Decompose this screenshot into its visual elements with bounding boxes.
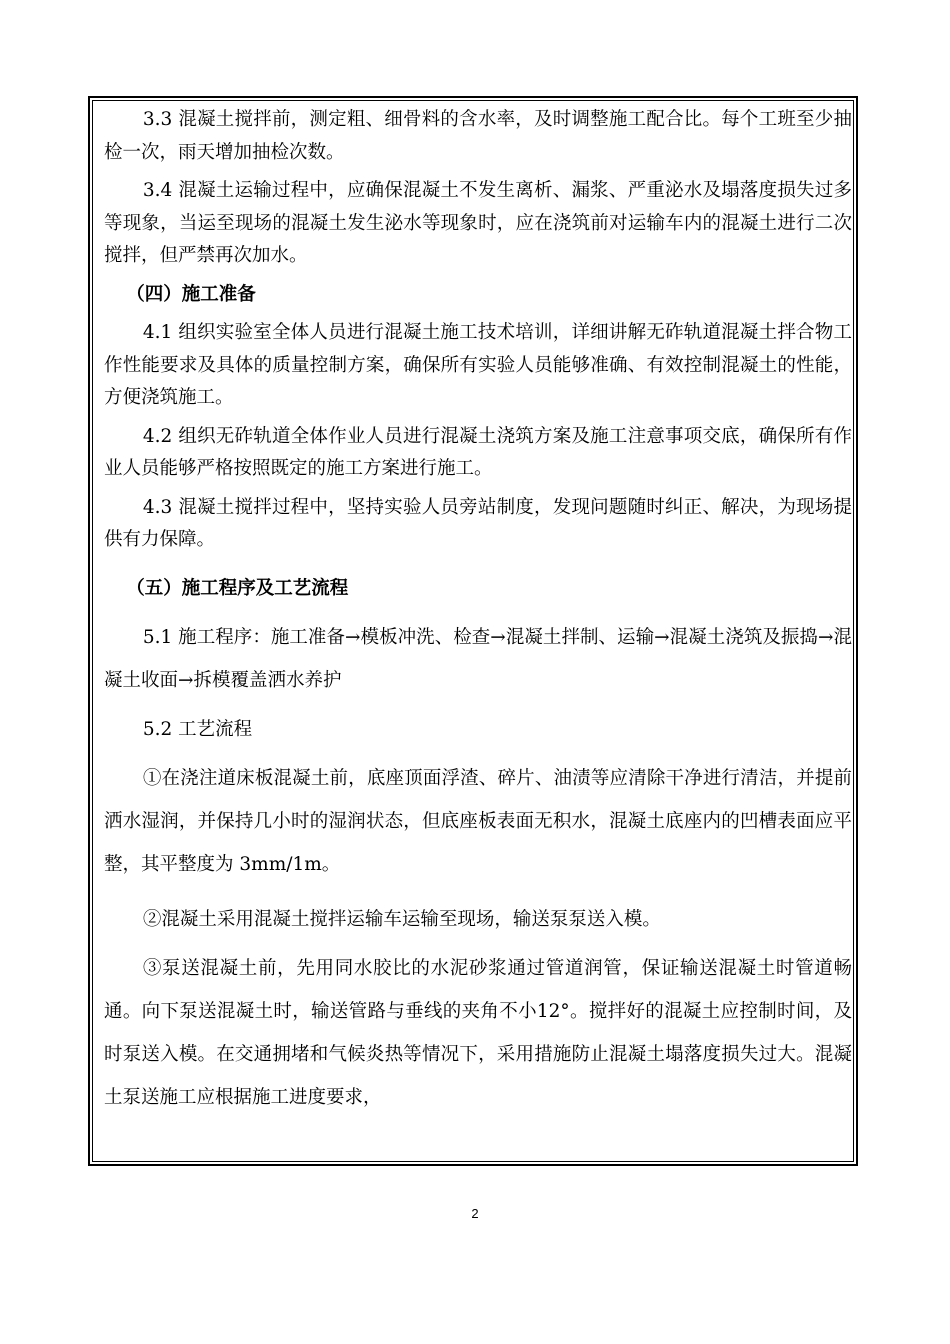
process-step-2: ②混凝土采用混凝土搅拌运输车运输至现场，输送泵泵送入模。 — [142, 908, 661, 930]
paragraph-5-2: 5.2 工艺流程 — [142, 718, 253, 740]
page-number: 2 — [471, 1206, 479, 1221]
paragraph-5-1: 5.1 施工程序：施工准备→模板冲洗、检查→混凝土拌制、运输→混凝土浇筑及振捣→混凝土收面→拆模覆盖洒水养护 — [104, 626, 852, 691]
paragraph-4-1: 4.1 组织实验室全体人员进行混凝土施工技术培训，详细讲解无砟轨道混凝土拌合物工作性能要求及具体的质量控制方案，确保所有实验人员能够准确、有效控制混凝土的性能，方便浇筑施工。 — [104, 322, 852, 408]
paragraph-3-3: 3.3 混凝土搅拌前，测定粗、细骨料的含水率，及时调整施工配合比。每个工班至少抽检一次，雨天增加抽检次数。 — [104, 109, 852, 163]
paragraph-4-2: 4.2 组织无砟轨道全体作业人员进行混凝土浇筑方案及施工注意事项交底，确保所有作业人员能够严格按照既定的施工方案进行施工。 — [104, 425, 852, 479]
section-heading-4: （四）施工准备 — [126, 283, 256, 305]
process-step-3: ③泵送混凝土前，先用同水胶比的水泥砂浆通过管道润管，保证输送混凝土时管道畅通。向下泵送混凝土时，输送管路与垂线的夹角不小12°。搅拌好的混凝土应控制时间，及时泵送入模。在交通拥堵和气候炎热等情况下，采用措施防止混凝土塌落度损失过大。混凝土泵送施工应根据施工进度要求， — [104, 957, 852, 1108]
process-step-1: ①在浇注道床板混凝土前，底座顶面浮渣、碎片、油渍等应清除干净进行清洁，并提前洒水湿润，并保持几小时的湿润状态，但底座板表面无积水，混凝土底座内的凹槽表面应平整，其平整度为 3mm/1m。 — [104, 767, 852, 875]
paragraph-4-3: 4.3 混凝土搅拌过程中，坚持实验人员旁站制度，发现问题随时纠正、解决，为现场提供有力保障。 — [104, 496, 852, 550]
document-body — [104, 104, 852, 1119]
section-heading-5: （五）施工程序及工艺流程 — [126, 577, 349, 599]
paragraph-3-4: 3.4 混凝土运输过程中，应确保混凝土不发生离析、漏浆、严重泌水及塌落度损失过多等现象，当运至现场的混凝土发生泌水等现象时，应在浇筑前对运输车内的混凝土进行二次搅拌，但严禁再次加水。 — [104, 180, 852, 266]
